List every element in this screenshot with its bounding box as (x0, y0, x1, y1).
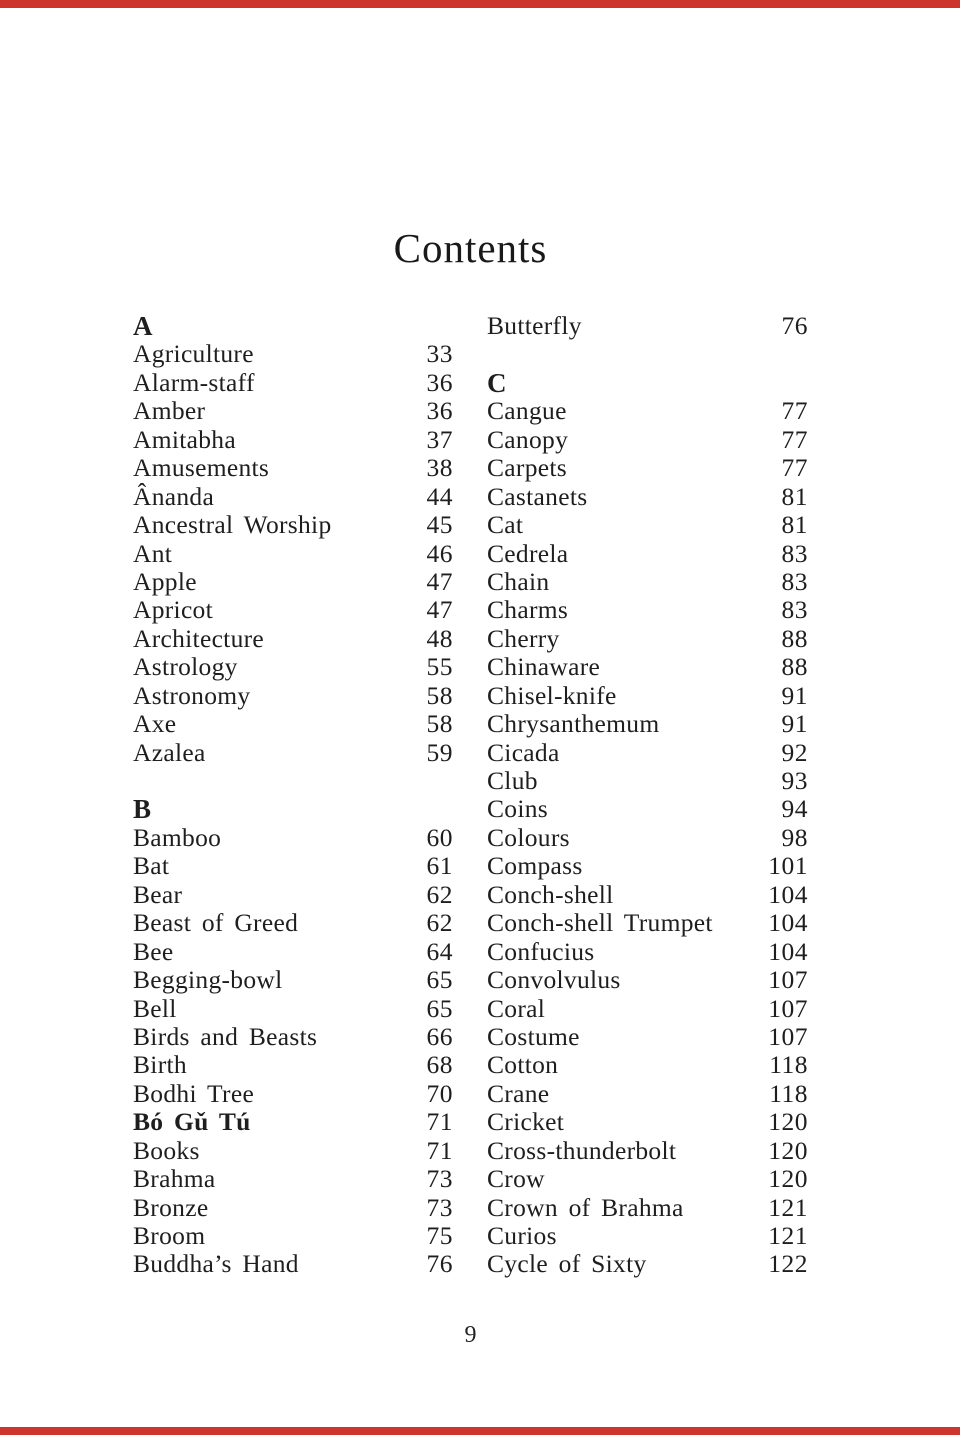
toc-entry (487, 568, 808, 596)
section-heading-row (133, 312, 453, 340)
entry-page-number: 58 (426, 709, 453, 739)
entry-title: Bó Gǔ Tú (133, 1107, 251, 1137)
toc-entry (487, 596, 808, 624)
entry-page-number: 62 (426, 879, 453, 909)
toc-entry (133, 596, 453, 624)
toc-entry (133, 426, 453, 454)
entry-page-number: 77 (781, 396, 808, 426)
toc-entry (133, 1250, 453, 1278)
entry-title: Cicada (487, 737, 560, 767)
entry-title: Architecture (133, 623, 265, 653)
entry-page-number: 47 (426, 595, 453, 625)
toc-entry (133, 568, 453, 596)
entry-title: Begging-bowl (133, 965, 283, 995)
toc-entry (487, 511, 808, 539)
toc-entry (133, 1222, 453, 1250)
toc-entry (133, 682, 453, 710)
toc-entry (133, 852, 453, 880)
toc-entry (487, 1023, 808, 1051)
entry-title: Club (487, 766, 538, 795)
entry-title: Buddha’s Hand (133, 1249, 299, 1279)
toc-entry (487, 852, 808, 880)
entry-page-number: 37 (426, 424, 453, 454)
page-number: 9 (464, 1322, 477, 1348)
entry-title: Cross-thunderbolt (487, 1135, 677, 1165)
entry-title: Confucius (487, 936, 595, 966)
entry-page-number: 73 (426, 1164, 453, 1194)
toc-entry (487, 682, 808, 710)
entry-title: Cedrela (487, 538, 569, 568)
toc-entry (487, 824, 808, 852)
toc-entry (133, 710, 453, 738)
toc-entry (487, 795, 808, 823)
entry-page-number: 121 (768, 1221, 808, 1250)
entry-page-number: 58 (426, 680, 453, 710)
entry-title: Conch-shell (487, 879, 614, 909)
entry-page-number: 36 (426, 396, 453, 426)
entry-page-number: 68 (426, 1050, 453, 1080)
entry-title: Ancestral Worship (133, 510, 332, 540)
entry-page-number: 104 (768, 936, 808, 966)
entry-page-number: 121 (768, 1192, 808, 1222)
entry-page-number: 38 (426, 453, 453, 483)
entry-title: Chrysanthemum (487, 709, 660, 739)
entry-title: Cat (487, 510, 524, 540)
entry-page-number: 77 (781, 424, 808, 454)
entry-title: Bodhi Tree (133, 1078, 255, 1108)
entry-page-number: 47 (426, 566, 453, 596)
toc-entry (133, 881, 453, 909)
entry-page-number: 65 (426, 993, 453, 1023)
toc-entry (487, 312, 808, 340)
toc-entry (487, 483, 808, 511)
entry-title: Birth (133, 1050, 187, 1080)
toc-entry (133, 938, 453, 966)
entry-title: Costume (487, 1021, 580, 1051)
spacer-row (133, 767, 453, 795)
entry-title: Ant (133, 538, 173, 568)
entry-title: Chisel-knife (487, 680, 617, 710)
entry-page-number: 118 (769, 1050, 808, 1080)
entry-title: Chain (487, 566, 550, 596)
toc-entry (133, 1165, 453, 1193)
entry-title: Bee (133, 936, 174, 966)
toc-entry (133, 625, 453, 653)
toc-entry (133, 1137, 453, 1165)
toc-entry (133, 653, 453, 681)
entry-title: Azalea (133, 737, 206, 767)
toc-entry (133, 340, 453, 368)
entry-page-number: 45 (426, 510, 453, 540)
entry-title: Bat (133, 851, 170, 881)
section-heading-row (133, 795, 453, 823)
toc (133, 312, 808, 1279)
entry-page-number: 83 (781, 566, 808, 596)
toc-entry (487, 1250, 808, 1278)
toc-entry (133, 739, 453, 767)
entry-title: Books (133, 1135, 200, 1165)
entry-page-number: 46 (426, 538, 453, 568)
entry-page-number: 83 (781, 538, 808, 568)
toc-entry (487, 995, 808, 1023)
entry-page-number: 94 (781, 794, 808, 824)
entry-page-number: 93 (781, 766, 808, 795)
toc-entry (487, 426, 808, 454)
entry-page-number: 73 (426, 1192, 453, 1222)
entry-title: Amber (133, 396, 206, 426)
toc-entry (133, 824, 453, 852)
entry-title: Convolvulus (487, 965, 621, 995)
entry-title: Astrology (133, 652, 238, 682)
toc-column-right (487, 312, 808, 1279)
entry-page-number: 104 (768, 908, 808, 938)
entry-page-number: 120 (768, 1164, 808, 1194)
entry-page-number: 88 (781, 623, 808, 653)
entry-title: Amitabha (133, 424, 236, 454)
toc-entry (487, 1051, 808, 1079)
toc-entry (133, 483, 453, 511)
entry-page-number: 71 (426, 1107, 453, 1137)
entry-title: Colours (487, 822, 570, 852)
entry-page-number: 36 (426, 367, 453, 397)
entry-page-number: 92 (781, 737, 808, 767)
bottom-edge-bar (0, 1427, 960, 1435)
toc-entry (133, 1108, 453, 1136)
entry-title: Astronomy (133, 680, 251, 710)
entry-title: Castanets (487, 481, 588, 511)
toc-entry (133, 995, 453, 1023)
entry-title: Cycle of Sixty (487, 1249, 647, 1279)
entry-title: Bronze (133, 1192, 209, 1222)
entry-page-number: 64 (426, 936, 453, 966)
entry-title: Agriculture (133, 339, 254, 369)
toc-entry (487, 938, 808, 966)
entry-page-number: 98 (781, 822, 808, 852)
toc-entry (487, 1194, 808, 1222)
entry-page-number: 83 (781, 595, 808, 625)
entry-title: Brahma (133, 1164, 216, 1194)
entry-page-number: 120 (768, 1135, 808, 1165)
entry-title: Carpets (487, 453, 567, 483)
entry-page-number: 107 (768, 965, 808, 995)
entry-title: Chinaware (487, 652, 601, 682)
toc-entry (487, 881, 808, 909)
toc-entry (487, 767, 808, 795)
page-title: Contents (393, 225, 548, 271)
entry-page-number: 76 (426, 1249, 453, 1279)
toc-entry (487, 1222, 808, 1250)
entry-title: Crow (487, 1164, 545, 1194)
entry-title: Conch-shell Trumpet (487, 908, 713, 938)
entry-page-number: 107 (768, 1021, 808, 1051)
entry-title: Alarm-staff (133, 367, 255, 397)
entry-page-number: 65 (426, 965, 453, 995)
entry-page-number: 62 (426, 908, 453, 938)
entry-page-number: 122 (768, 1249, 808, 1279)
entry-title: Bell (133, 993, 177, 1023)
entry-title: Apple (133, 566, 197, 596)
toc-entry (133, 1080, 453, 1108)
toc-entry (133, 369, 453, 397)
top-edge-bar (0, 0, 960, 8)
entry-page-number: 59 (426, 737, 453, 767)
toc-entry (133, 1023, 453, 1051)
entry-page-number: 77 (781, 453, 808, 483)
entry-page-number: 55 (426, 652, 453, 682)
entry-title: Cotton (487, 1050, 559, 1080)
entry-page-number: 81 (781, 481, 808, 511)
toc-entry (133, 540, 453, 568)
section-letter: A (133, 311, 153, 341)
toc-entry (133, 454, 453, 482)
toc-entry (487, 909, 808, 937)
section-letter: B (133, 794, 152, 825)
toc-entry (487, 397, 808, 425)
entry-page-number: 81 (781, 510, 808, 540)
section-heading-row (487, 369, 808, 397)
entry-page-number: 88 (781, 652, 808, 682)
entry-page-number: 107 (768, 993, 808, 1023)
entry-page-number: 70 (426, 1078, 453, 1108)
entry-title: Bamboo (133, 822, 222, 852)
toc-entry (487, 653, 808, 681)
entry-title: Amusements (133, 453, 270, 483)
entry-page-number: 61 (426, 851, 453, 881)
entry-title: Coral (487, 993, 546, 1023)
entry-title: Compass (487, 851, 583, 881)
entry-title: Cangue (487, 396, 567, 426)
toc-entry (487, 1137, 808, 1165)
toc-entry (487, 540, 808, 568)
entry-page-number: 104 (768, 879, 808, 909)
entry-page-number: 91 (781, 680, 808, 710)
entry-title: Butterfly (487, 311, 582, 340)
entry-title: Crown of Brahma (487, 1192, 684, 1222)
entry-title: Ânanda (133, 481, 215, 511)
entry-title: Apricot (133, 595, 213, 625)
entry-title: Coins (487, 794, 549, 824)
entry-title: Broom (133, 1221, 206, 1250)
toc-entry (133, 909, 453, 937)
entry-page-number: 118 (769, 1078, 808, 1108)
toc-entry (133, 397, 453, 425)
entry-page-number: 120 (768, 1107, 808, 1137)
entry-title: Bear (133, 879, 183, 909)
entry-page-number: 48 (426, 623, 453, 653)
toc-entry (133, 1051, 453, 1079)
entry-page-number: 101 (768, 851, 808, 881)
entry-title: Crane (487, 1078, 550, 1108)
entry-page-number: 71 (426, 1135, 453, 1165)
entry-page-number: 75 (426, 1221, 453, 1250)
toc-entry (487, 454, 808, 482)
spacer-row (487, 340, 808, 368)
toc-entry (487, 966, 808, 994)
toc-entry (487, 625, 808, 653)
entry-page-number: 33 (426, 339, 453, 369)
entry-title: Beast of Greed (133, 908, 299, 938)
entry-page-number: 91 (781, 709, 808, 739)
entry-title: Birds and Beasts (133, 1021, 318, 1051)
toc-entry (487, 1165, 808, 1193)
toc-entry (487, 739, 808, 767)
entry-page-number: 76 (781, 311, 808, 340)
section-letter: C (487, 367, 507, 398)
entry-title: Cricket (487, 1107, 565, 1137)
toc-entry (487, 1108, 808, 1136)
entry-page-number: 60 (426, 822, 453, 852)
entry-page-number: 66 (426, 1021, 453, 1051)
toc-entry (487, 1080, 808, 1108)
toc-entry (133, 1194, 453, 1222)
entry-page-number: 44 (426, 481, 453, 511)
entry-title: Axe (133, 709, 177, 739)
entry-title: Canopy (487, 424, 569, 454)
entry-title: Curios (487, 1221, 557, 1250)
toc-entry (133, 966, 453, 994)
toc-entry (133, 511, 453, 539)
toc-entry (487, 710, 808, 738)
entry-title: Charms (487, 595, 569, 625)
toc-column-left (133, 312, 453, 1279)
entry-title: Cherry (487, 623, 560, 653)
